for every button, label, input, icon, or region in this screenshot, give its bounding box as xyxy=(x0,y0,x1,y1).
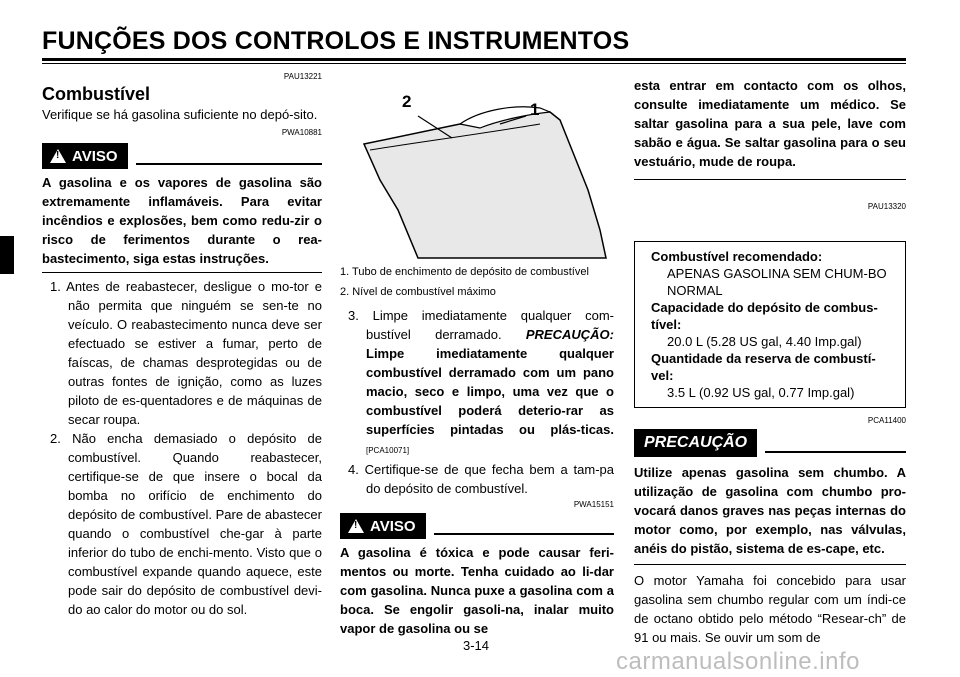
warning-triangle-icon: ! xyxy=(50,149,66,163)
middle-column xyxy=(340,80,614,638)
warning-end-rule xyxy=(42,272,322,273)
caution-code: PCA11400 xyxy=(867,416,906,425)
intro-text: Verifique se há gasolina suficiente no depó-sito. xyxy=(42,107,318,122)
page-header-title: FUNÇÕES DOS CONTROLOS E INSTRUMENTOS xyxy=(42,27,630,55)
spec-value-reserve: 3.5 L (0.92 US gal, 0.77 Imp.gal) xyxy=(667,385,855,400)
spec-label-capacity: Capacidade do depósito de combus-tível: xyxy=(651,300,878,332)
page-number: 3-14 xyxy=(463,638,490,653)
fuel-spec-box xyxy=(634,241,906,408)
warning-end-rule xyxy=(634,179,906,180)
step-3-text: 3. Limpe imediatamente qualquer com-bustível derramado. xyxy=(348,308,614,342)
caution-banner xyxy=(634,429,906,457)
watermark: carmanualsonline.info xyxy=(616,648,860,675)
header-rule xyxy=(42,58,906,61)
spec-value-fuel: APENAS GASOLINA SEM CHUM-BO NORMAL xyxy=(667,266,887,298)
warning-continued: esta entrar em contacto com os olhos, consulte imediatamente um médico. Se saltar gasolina para a sua pele, lave com sabão e água. Se saltar gasolina para o seu vestuário, mude de roupa. xyxy=(634,78,906,169)
step-1: 1. Antes de reabastecer, desligue o mo-tor e não permita que ninguém se sen-te no veículo. O reabastecimento nunca deve ser efectuado se estiver a fumar, perto de faíscas, de chamas desprotegidas ou de outras fontes de ignição, como as luzes piloto de es-quentadores e de máquinas de secar roupa. xyxy=(50,279,322,427)
step-4: 4. Certifique-se de que fecha bem a tam-pa do depósito de combustível. xyxy=(348,462,614,496)
fuel-tank-figure xyxy=(340,80,614,260)
section-code: PAU13221 xyxy=(283,72,322,81)
warning-banner-2 xyxy=(340,513,614,539)
caution-text: Utilize apenas gasolina sem chumbo. A utilização de gasolina com chumbo pro-vocará danos graves nas peças internas do motor como, por exemplo, nas válvulas, anéis do pistão, sistema de es-cape, etc. xyxy=(634,465,906,556)
step-2: 2. Não encha demasiado o depósito de combustível. Quando reabastecer, certifique-se de que insere o bocal da bomba no orifício de enchimento do depósito de combustível. Pare de abastecer quando o combustível che-gar à parte inferior do tubo de enchi-mento. Visto que o combustível expande quando aquece, este pode sair do depósito de combustível devi-do ao calor do motor ou do sol. xyxy=(50,431,322,617)
warning-triangle-icon: ! xyxy=(348,519,364,533)
body-text: O motor Yamaha foi concebido para usar gasolina sem chumbo regular com um índi-ce de octano obtido pelo método “Resear-ch” de 91 ou mais. Se ouvir um som de xyxy=(634,573,906,645)
caption-2: 2. Nível de combustível máximo xyxy=(340,286,496,298)
step-3 xyxy=(348,306,614,460)
warning-label: AVISO xyxy=(72,147,118,165)
spec-value-capacity: 20.0 L (5.28 US gal, 4.40 Imp.gal) xyxy=(667,334,862,349)
warning-code: PWA10881 xyxy=(281,128,322,137)
warning-banner xyxy=(42,143,322,169)
figure-label-2: 2 xyxy=(402,92,412,111)
warning-text-2: A gasolina é tóxica e pode causar feri-mentos ou morte. Tenha cuidado ao li-dar com gasolina. Nunca puxe a gasolina com a boca. Se engolir gasoli-na, inalar muito vapor de gasolina ou se xyxy=(340,545,614,636)
caution-label: PRECAUÇÃO xyxy=(634,429,757,457)
caption-1: 1. Tubo de enchimento de depósito de combustível xyxy=(340,266,589,278)
header-rule-thin xyxy=(42,63,906,64)
step-3-bold: Limpe imediatamente qualquer combustível derramado com um pano macio, seco e limpo, uma vez que o combustível poderá deterio-rar as superfícies pintadas ou plás-ticas. xyxy=(366,346,614,437)
warning-code: PWA15151 xyxy=(573,500,614,509)
step-3-caution: PRECAUÇÃO: xyxy=(525,327,614,342)
figure-label-1: 1 xyxy=(530,100,540,119)
chapter-number: 3 xyxy=(1,245,9,261)
fuel-tank-illustration xyxy=(340,80,614,260)
caution-end-rule xyxy=(634,564,906,565)
spec-code: PAU13320 xyxy=(867,202,906,211)
right-column xyxy=(634,76,906,647)
section-heading: Combustível xyxy=(42,84,151,104)
left-column xyxy=(42,72,322,619)
step-3-ref: [PCA10071] xyxy=(366,446,410,455)
spec-label-reserve: Quantidade da reserva de combustí-vel: xyxy=(651,351,876,383)
spec-label-fuel: Combustível recomendado: xyxy=(651,249,823,264)
warning-text: A gasolina e os vapores de gasolina são extremamente inflamáveis. Para evitar incêndios e explosões, bem como redu-zir o risco de ferimentos durante o rea-bastecimento, siga estas instruções. xyxy=(42,175,322,266)
warning-label: AVISO xyxy=(370,517,416,535)
